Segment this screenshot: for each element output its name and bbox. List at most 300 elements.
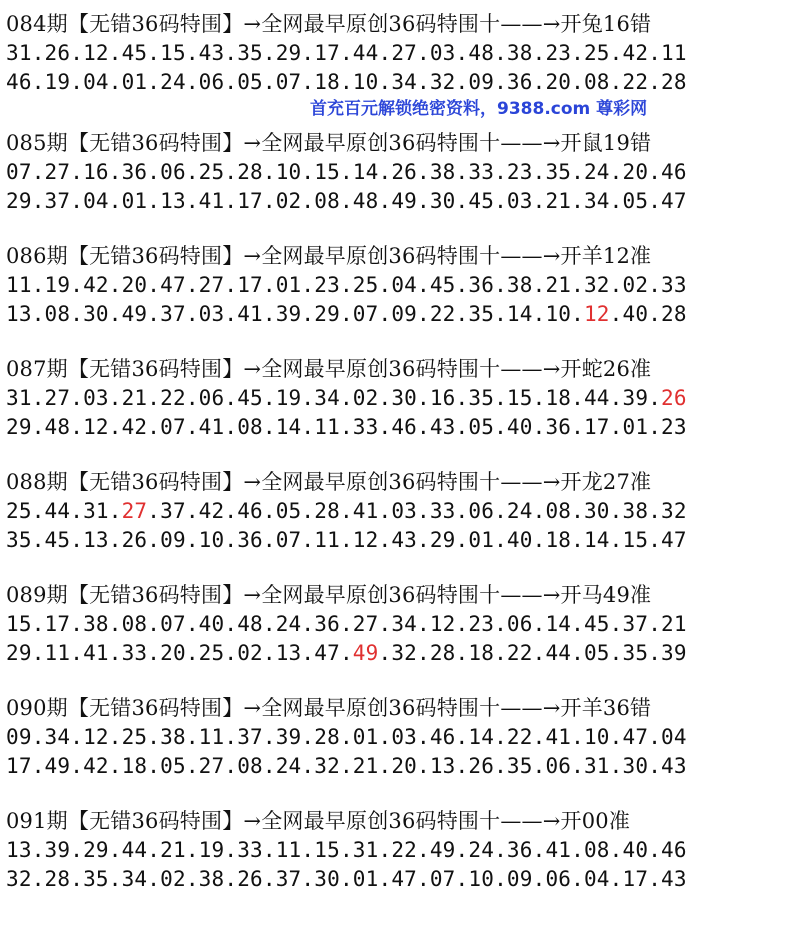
separator: . bbox=[532, 189, 546, 213]
number: 26 bbox=[121, 528, 148, 552]
number: 30 bbox=[429, 189, 456, 213]
number: 38 bbox=[198, 867, 225, 891]
number: 30 bbox=[83, 302, 109, 326]
number: 37 bbox=[160, 302, 186, 326]
number: 29 bbox=[6, 189, 32, 213]
number: 46 bbox=[391, 415, 417, 439]
separator: . bbox=[108, 641, 122, 665]
number: 28 bbox=[661, 302, 687, 326]
separator: . bbox=[609, 528, 623, 552]
separator: . bbox=[648, 528, 662, 552]
number-row bbox=[6, 384, 796, 413]
separator: . bbox=[494, 838, 507, 862]
separator: . bbox=[494, 528, 507, 552]
separator: . bbox=[224, 612, 238, 636]
separator: . bbox=[262, 754, 276, 778]
number: 08 bbox=[237, 754, 263, 778]
issue-block bbox=[6, 581, 796, 668]
number: 41 bbox=[198, 189, 225, 213]
number: 09 bbox=[160, 528, 186, 552]
number: 48 bbox=[352, 189, 379, 213]
number: 43 bbox=[661, 867, 687, 891]
number: 45 bbox=[121, 41, 148, 65]
separator: . bbox=[31, 612, 45, 636]
separator: . bbox=[609, 386, 623, 410]
separator: . bbox=[378, 189, 392, 213]
separator: . bbox=[224, 499, 238, 523]
separator: . bbox=[417, 160, 430, 184]
number: 33 bbox=[661, 273, 687, 297]
separator: . bbox=[70, 41, 84, 65]
number: 25 bbox=[6, 499, 32, 523]
number-row bbox=[6, 723, 796, 752]
separator: . bbox=[31, 386, 45, 410]
separator: . bbox=[455, 612, 469, 636]
number: 44 bbox=[583, 386, 610, 410]
number: 08 bbox=[314, 189, 340, 213]
separator: . bbox=[455, 41, 469, 65]
number: 30 bbox=[583, 499, 610, 523]
number: 34 bbox=[121, 867, 148, 891]
separator: . bbox=[532, 41, 546, 65]
number: 19 bbox=[44, 273, 71, 297]
number: 01 bbox=[622, 415, 649, 439]
separator: . bbox=[494, 70, 507, 94]
separator: . bbox=[571, 273, 584, 297]
number: 03 bbox=[198, 302, 225, 326]
separator: . bbox=[455, 415, 469, 439]
number: 36 bbox=[506, 70, 533, 94]
separator: . bbox=[455, 528, 469, 552]
number-row bbox=[6, 526, 796, 555]
number: 47 bbox=[661, 189, 687, 213]
separator: . bbox=[31, 499, 45, 523]
separator: . bbox=[185, 725, 199, 749]
number: 44 bbox=[121, 838, 148, 862]
separator: . bbox=[455, 499, 469, 523]
separator: . bbox=[108, 41, 122, 65]
separator: . bbox=[494, 612, 507, 636]
separator: . bbox=[301, 189, 315, 213]
number: 35 bbox=[545, 160, 572, 184]
separator: . bbox=[108, 867, 122, 891]
number: 43 bbox=[391, 528, 417, 552]
number: 40 bbox=[506, 415, 533, 439]
number: 30 bbox=[622, 754, 649, 778]
separator: . bbox=[532, 641, 546, 665]
separator: . bbox=[31, 273, 45, 297]
separator: . bbox=[224, 641, 238, 665]
number: 23 bbox=[661, 415, 687, 439]
separator: . bbox=[648, 273, 662, 297]
issue-block bbox=[6, 694, 796, 781]
separator: . bbox=[378, 386, 392, 410]
issue-header: 089期【无错36码特围】→全网最早原创36码特围十——→开马49准 bbox=[6, 583, 652, 607]
number: 21 bbox=[545, 189, 572, 213]
number: 44 bbox=[352, 41, 379, 65]
number: 32 bbox=[429, 70, 456, 94]
separator: . bbox=[494, 754, 507, 778]
number: 35 bbox=[6, 528, 32, 552]
separator: . bbox=[609, 41, 623, 65]
number: 01 bbox=[121, 189, 148, 213]
number: 38 bbox=[622, 499, 649, 523]
number: 38 bbox=[429, 160, 456, 184]
separator: . bbox=[31, 41, 45, 65]
separator: . bbox=[147, 273, 161, 297]
number: 06 bbox=[506, 612, 533, 636]
number: 34 bbox=[391, 70, 417, 94]
separator: . bbox=[224, 528, 238, 552]
number: 08 bbox=[583, 838, 610, 862]
number: 25 bbox=[198, 641, 225, 665]
separator: . bbox=[70, 386, 84, 410]
separator: . bbox=[339, 838, 353, 862]
number: 47 bbox=[622, 725, 649, 749]
number: 47 bbox=[661, 528, 687, 552]
number: 32 bbox=[583, 273, 610, 297]
separator: . bbox=[31, 754, 45, 778]
separator: . bbox=[417, 70, 430, 94]
separator: . bbox=[147, 160, 161, 184]
number: 25 bbox=[352, 273, 379, 297]
separator: . bbox=[609, 612, 623, 636]
number: 22 bbox=[506, 725, 533, 749]
separator: . bbox=[378, 70, 392, 94]
number: 10 bbox=[275, 160, 302, 184]
separator: . bbox=[108, 415, 122, 439]
separator: . bbox=[108, 273, 122, 297]
number: 27 bbox=[352, 612, 379, 636]
number: 31 bbox=[352, 838, 379, 862]
number: 24 bbox=[275, 754, 302, 778]
number: 33 bbox=[429, 499, 456, 523]
separator: . bbox=[31, 70, 45, 94]
number: 17 bbox=[237, 273, 263, 297]
number: 28 bbox=[314, 725, 340, 749]
separator: . bbox=[70, 70, 84, 94]
separator: . bbox=[455, 754, 469, 778]
number: 06 bbox=[468, 499, 495, 523]
number: 10 bbox=[352, 70, 379, 94]
separator: . bbox=[648, 160, 662, 184]
number: 15 bbox=[622, 528, 649, 552]
separator: . bbox=[417, 528, 430, 552]
separator: . bbox=[648, 754, 662, 778]
separator: . bbox=[648, 189, 662, 213]
separator: . bbox=[224, 754, 238, 778]
issue-header: 090期【无错36码特围】→全网最早原创36码特围十——→开羊36错 bbox=[6, 696, 652, 720]
separator: . bbox=[648, 386, 662, 410]
number: 22 bbox=[506, 641, 533, 665]
number: 26 bbox=[237, 867, 263, 891]
number: 43 bbox=[661, 754, 687, 778]
number: 27 bbox=[198, 754, 225, 778]
number: 05 bbox=[237, 70, 263, 94]
separator: . bbox=[31, 302, 45, 326]
number: 41 bbox=[352, 499, 379, 523]
separator: . bbox=[224, 189, 238, 213]
separator: . bbox=[339, 612, 353, 636]
number: 29 bbox=[6, 641, 32, 665]
winning-number: 26 bbox=[661, 386, 687, 410]
number-row bbox=[6, 865, 796, 894]
number-row bbox=[6, 497, 796, 526]
separator: . bbox=[31, 528, 45, 552]
number: 40 bbox=[506, 528, 533, 552]
separator: . bbox=[339, 867, 353, 891]
separator: . bbox=[108, 612, 122, 636]
separator: . bbox=[262, 273, 276, 297]
separator: . bbox=[417, 725, 430, 749]
number: 29 bbox=[83, 838, 109, 862]
issue-block bbox=[6, 129, 796, 216]
number: 29 bbox=[275, 41, 302, 65]
separator: . bbox=[301, 754, 315, 778]
number: 24 bbox=[506, 499, 533, 523]
separator: . bbox=[301, 528, 315, 552]
separator: . bbox=[185, 528, 199, 552]
number: 45 bbox=[583, 612, 610, 636]
number: 36 bbox=[468, 273, 495, 297]
number: 45 bbox=[44, 528, 71, 552]
number: 27 bbox=[44, 160, 71, 184]
separator: . bbox=[70, 641, 84, 665]
number: 13 bbox=[160, 189, 186, 213]
number: 35 bbox=[83, 867, 109, 891]
number: 13 bbox=[429, 754, 456, 778]
separator: . bbox=[224, 302, 238, 326]
number: 21 bbox=[352, 754, 379, 778]
number: 33 bbox=[237, 838, 263, 862]
separator: . bbox=[301, 612, 315, 636]
separator: . bbox=[108, 386, 122, 410]
number: 48 bbox=[468, 41, 495, 65]
separator: . bbox=[455, 386, 469, 410]
number: 48 bbox=[44, 415, 71, 439]
number: 21 bbox=[160, 838, 186, 862]
issue-header: 091期【无错36码特围】→全网最早原创36码特围十——→开00准 bbox=[6, 809, 631, 833]
number: 46 bbox=[6, 70, 32, 94]
number: 11 bbox=[314, 528, 340, 552]
separator: . bbox=[417, 189, 430, 213]
separator: . bbox=[378, 641, 392, 665]
number: 23 bbox=[314, 273, 340, 297]
separator: . bbox=[224, 867, 238, 891]
separator: . bbox=[339, 41, 353, 65]
number: 47 bbox=[391, 867, 417, 891]
number: 18 bbox=[468, 641, 495, 665]
separator: . bbox=[108, 499, 122, 523]
separator: . bbox=[571, 70, 584, 94]
number: 24 bbox=[275, 612, 302, 636]
separator: . bbox=[648, 838, 662, 862]
number: 18 bbox=[121, 754, 148, 778]
number-row bbox=[6, 610, 796, 639]
separator: . bbox=[571, 189, 584, 213]
separator: . bbox=[185, 612, 199, 636]
number-row bbox=[6, 836, 796, 865]
number: 31 bbox=[6, 41, 32, 65]
separator: . bbox=[262, 302, 276, 326]
number: 31 bbox=[583, 754, 610, 778]
number: 28 bbox=[661, 70, 687, 94]
separator: . bbox=[262, 528, 276, 552]
separator: . bbox=[147, 528, 161, 552]
number: 20 bbox=[121, 273, 148, 297]
number: 10 bbox=[545, 302, 572, 326]
separator: . bbox=[455, 641, 469, 665]
separator: . bbox=[224, 273, 238, 297]
number: 34 bbox=[391, 612, 417, 636]
separator: . bbox=[571, 754, 584, 778]
separator: . bbox=[648, 612, 662, 636]
number: 33 bbox=[352, 415, 379, 439]
number: 37 bbox=[44, 189, 71, 213]
separator: . bbox=[108, 528, 122, 552]
separator: . bbox=[301, 302, 315, 326]
number: 07 bbox=[275, 70, 302, 94]
number: 18 bbox=[545, 528, 572, 552]
issue-block bbox=[6, 468, 796, 555]
separator: . bbox=[301, 499, 315, 523]
separator: . bbox=[339, 70, 353, 94]
number: 39 bbox=[275, 302, 302, 326]
separator: . bbox=[417, 612, 430, 636]
separator: . bbox=[31, 867, 45, 891]
separator: . bbox=[455, 70, 469, 94]
separator: . bbox=[532, 70, 546, 94]
number: 36 bbox=[121, 160, 148, 184]
number: 25 bbox=[121, 725, 148, 749]
number: 24 bbox=[583, 160, 610, 184]
separator: . bbox=[378, 302, 392, 326]
separator: . bbox=[31, 160, 45, 184]
separator: . bbox=[185, 867, 199, 891]
number: 41 bbox=[545, 838, 572, 862]
separator: . bbox=[301, 415, 315, 439]
number: 20 bbox=[545, 70, 572, 94]
separator: . bbox=[147, 41, 161, 65]
number: 25 bbox=[198, 160, 225, 184]
separator: . bbox=[224, 41, 238, 65]
separator: . bbox=[532, 160, 546, 184]
number: 15 bbox=[314, 838, 340, 862]
number: 35 bbox=[622, 641, 649, 665]
number: 15 bbox=[160, 41, 186, 65]
number-row bbox=[6, 39, 796, 68]
number: 14 bbox=[506, 302, 533, 326]
separator: . bbox=[378, 160, 392, 184]
number: 11 bbox=[44, 641, 71, 665]
number: 34 bbox=[314, 386, 340, 410]
separator: . bbox=[417, 641, 430, 665]
number: 42 bbox=[198, 499, 225, 523]
number: 39 bbox=[275, 725, 302, 749]
winning-number: 27 bbox=[121, 499, 148, 523]
separator: . bbox=[224, 160, 238, 184]
number: 03 bbox=[391, 725, 417, 749]
number: 31 bbox=[6, 386, 32, 410]
number: 04 bbox=[661, 725, 687, 749]
number: 06 bbox=[545, 754, 572, 778]
separator: . bbox=[378, 415, 392, 439]
number: 37 bbox=[160, 499, 186, 523]
number: 12 bbox=[429, 612, 456, 636]
number: 05 bbox=[583, 641, 610, 665]
separator: . bbox=[609, 160, 623, 184]
number: 07 bbox=[160, 612, 186, 636]
separator: . bbox=[571, 725, 584, 749]
separator: . bbox=[571, 302, 584, 326]
number: 44 bbox=[44, 499, 71, 523]
number: 28 bbox=[429, 641, 456, 665]
separator: . bbox=[609, 302, 623, 326]
separator: . bbox=[417, 754, 430, 778]
number: 01 bbox=[275, 273, 302, 297]
number: 08 bbox=[237, 415, 263, 439]
separator: . bbox=[185, 273, 199, 297]
separator: . bbox=[185, 189, 199, 213]
number: 42 bbox=[121, 415, 148, 439]
separator: . bbox=[70, 754, 84, 778]
separator: . bbox=[532, 528, 546, 552]
number: 32 bbox=[661, 499, 687, 523]
separator: . bbox=[571, 160, 584, 184]
number: 29 bbox=[314, 302, 340, 326]
number-row bbox=[6, 639, 796, 668]
number: 15 bbox=[506, 386, 533, 410]
number: 29 bbox=[429, 528, 456, 552]
number: 03 bbox=[391, 499, 417, 523]
separator: . bbox=[262, 415, 276, 439]
separator: . bbox=[378, 273, 392, 297]
number: 17 bbox=[44, 612, 71, 636]
number: 04 bbox=[83, 70, 109, 94]
number: 23 bbox=[506, 160, 533, 184]
number: 04 bbox=[83, 189, 109, 213]
number: 43 bbox=[198, 41, 225, 65]
number: 17 bbox=[237, 189, 263, 213]
number: 18 bbox=[545, 386, 572, 410]
separator: . bbox=[108, 302, 122, 326]
separator: . bbox=[648, 867, 662, 891]
document-body bbox=[6, 10, 796, 920]
separator: . bbox=[224, 838, 238, 862]
separator: . bbox=[301, 725, 315, 749]
number: 33 bbox=[468, 160, 495, 184]
separator: . bbox=[262, 160, 276, 184]
separator: . bbox=[417, 386, 430, 410]
number: 49 bbox=[391, 189, 417, 213]
number: 32 bbox=[391, 641, 417, 665]
separator: . bbox=[339, 725, 353, 749]
separator: . bbox=[378, 838, 392, 862]
separator: . bbox=[185, 754, 199, 778]
number: 16 bbox=[83, 160, 109, 184]
separator: . bbox=[301, 273, 315, 297]
separator: . bbox=[378, 499, 392, 523]
number: 47 bbox=[314, 641, 340, 665]
separator: . bbox=[31, 838, 45, 862]
separator: . bbox=[108, 160, 122, 184]
separator: . bbox=[185, 415, 199, 439]
number: 19 bbox=[198, 838, 225, 862]
number: 34 bbox=[583, 189, 610, 213]
number: 17 bbox=[622, 867, 649, 891]
separator: . bbox=[571, 386, 584, 410]
number: 09 bbox=[391, 302, 417, 326]
